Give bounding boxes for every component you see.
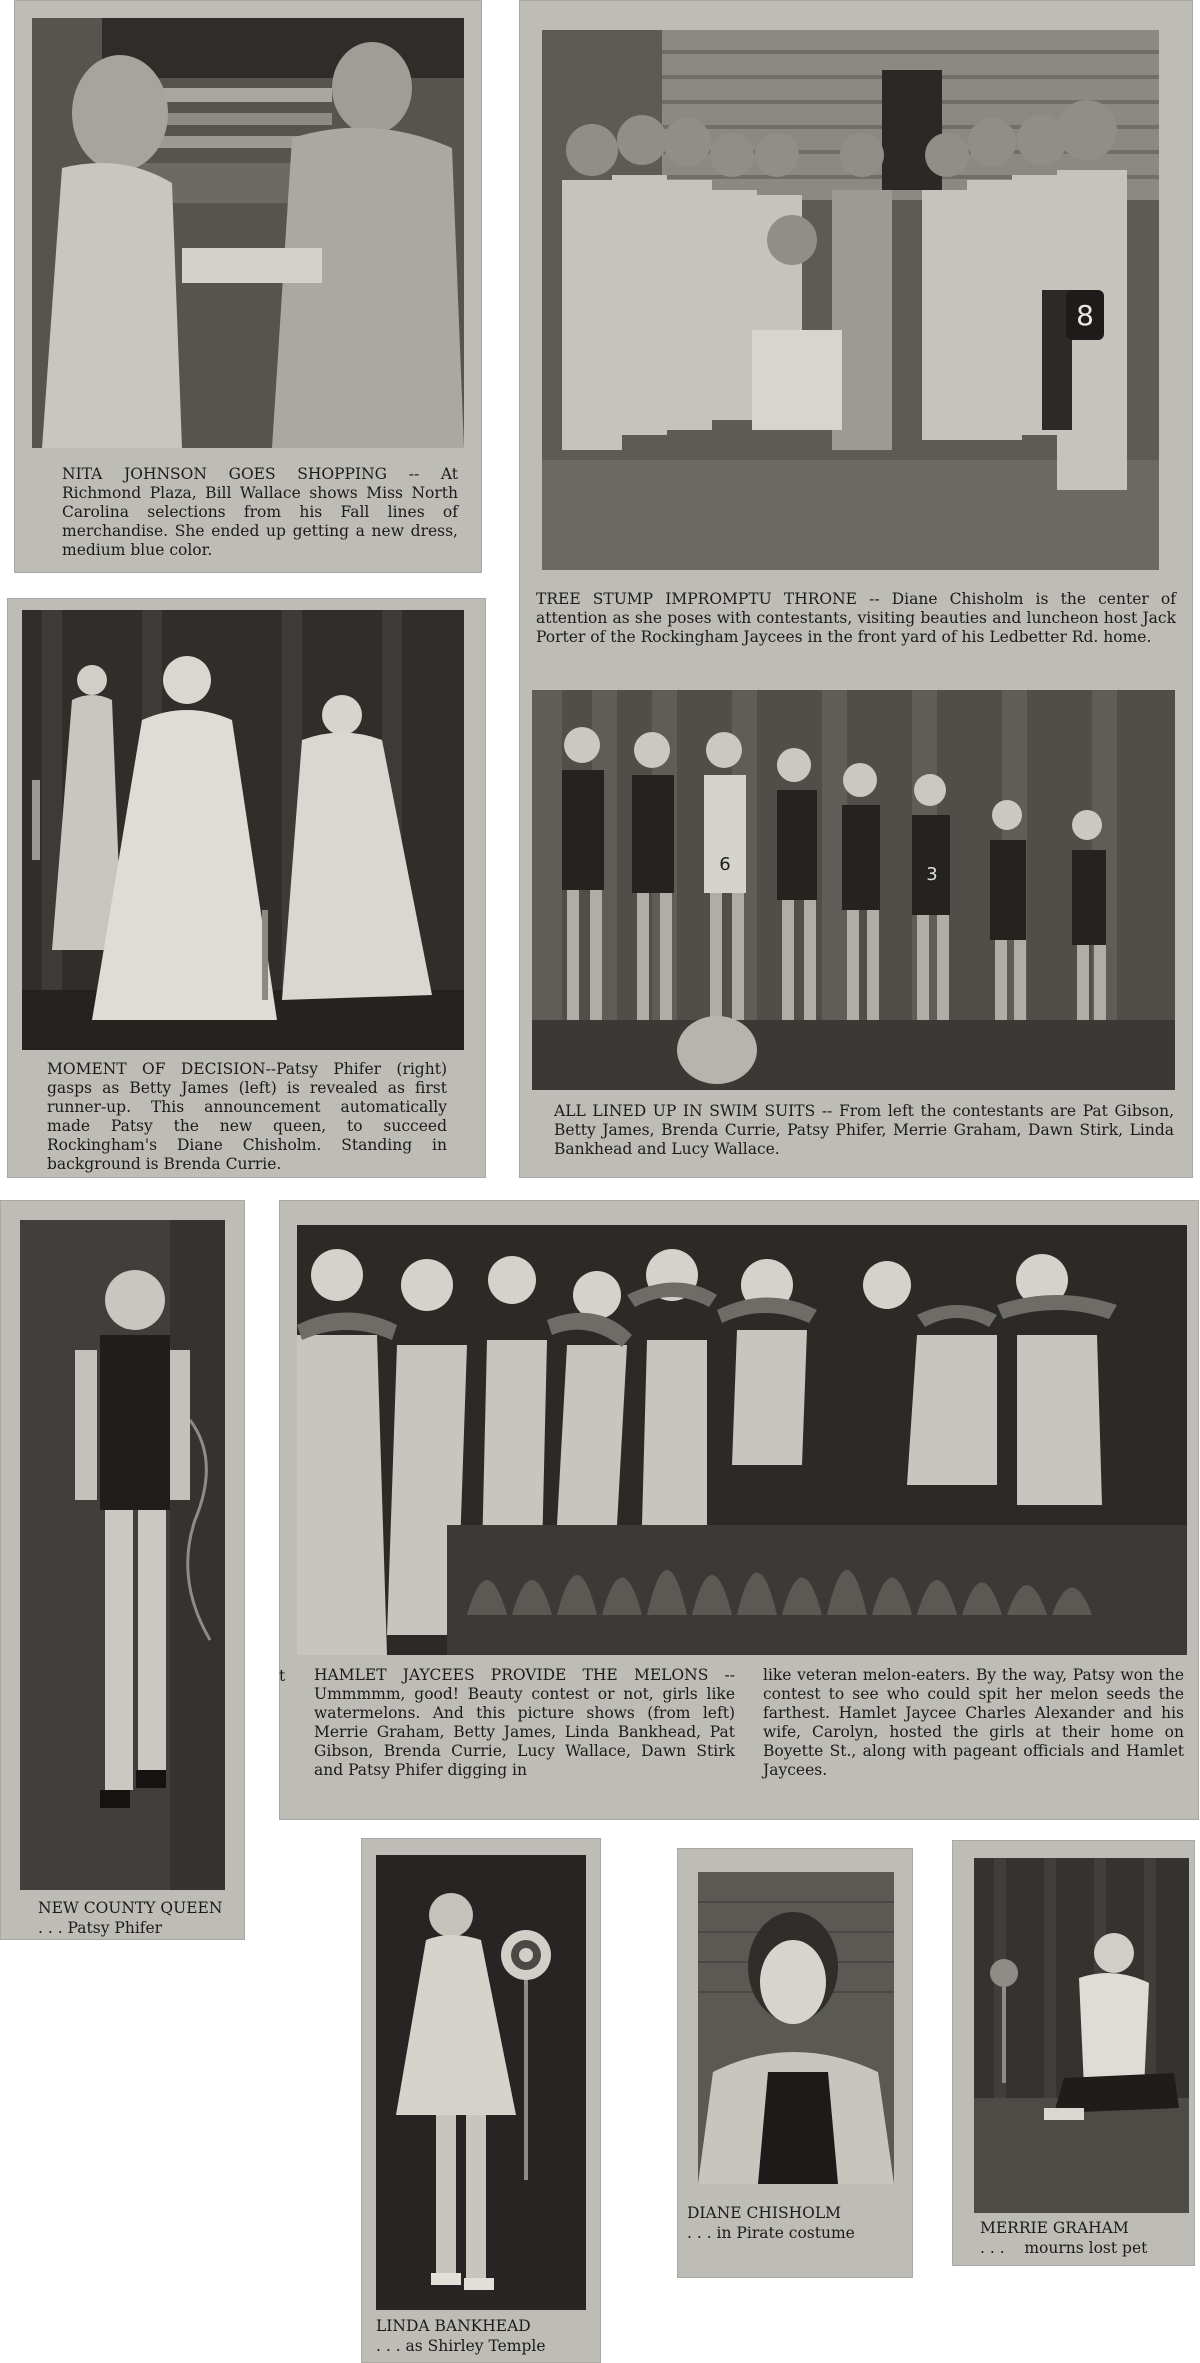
contestant-number-8: 8: [1076, 299, 1094, 332]
clipping-moment-of-decision: [7, 598, 486, 1178]
caption-merrie-graham-title: MERRIE GRAHAM: [980, 2219, 1129, 2237]
clipping-watermelons: [279, 1200, 1199, 1820]
photo-tree-stump-throne-image: [542, 30, 1159, 570]
clipping-merrie-graham: [952, 1840, 1195, 2266]
swimsuit-number-6: 6: [719, 854, 731, 875]
photo-swim-suits-image: [532, 690, 1175, 1090]
photo-new-county-queen: [20, 1220, 225, 1890]
photo-nita-shopping: [32, 18, 464, 448]
melons-stray-letter: t: [279, 1667, 286, 1685]
caption-linda-bankhead-title: LINDA BANKHEAD: [376, 2317, 531, 2335]
caption-new-county-queen: [38, 1898, 222, 1938]
photo-merrie-graham: [974, 1858, 1189, 2213]
caption-watermelons-right: like veteran melon-eaters. By the way, Patsy won the contest to see who could spit her melon seeds the farthest. Hamlet Jaycee Charles Alexander and his wife, Carolyn, hosted the girls at their home on Boyette St., along with pageant officials and Hamlet Jaycees.: [763, 1666, 1184, 1779]
caption-watermelons-left: HAMLET JAYCEES PROVIDE THE MELONS -- Ummmmm, good! Beauty contest or not, girls like watermelons. And this picture shows (from left) Merrie Graham, Betty James, Linda Bankhead, Pat Gibson, Brenda Currie, Lucy Wallace, Dawn Stirk and Patsy Phifer digging in: [314, 1666, 735, 1779]
caption-moment-of-decision: MOMENT OF DECISION--Patsy Phifer (right) gasps as Betty James (left) is revealed as first runner-up. This announcement automatically made Patsy the new queen, to succeed Rockingham's Diane Chisholm. Standing in background is Brenda Currie.: [47, 1060, 447, 1173]
photo-watermelons-image: [297, 1225, 1187, 1655]
photo-new-county-queen-image: [20, 1220, 225, 1890]
photo-nita-shopping-image: [32, 18, 464, 448]
caption-swim-suits: ALL LINED UP IN SWIM SUITS -- From left the contestants are Pat Gibson, Betty James, Brenda Currie, Patsy Phifer, Merrie Graham, Dawn Stirk, Linda Bankhead and Lucy Wallace.: [554, 1102, 1174, 1158]
caption-merrie-graham-subtitle: . . . mourns lost pet: [980, 2239, 1148, 2257]
photo-watermelons: [297, 1225, 1187, 1655]
photo-moment-of-decision-image: [22, 610, 464, 1050]
caption-linda-bankhead: [376, 2316, 546, 2356]
caption-nita-johnson: NITA JOHNSON GOES SHOPPING -- At Richmond Plaza, Bill Wallace shows Miss North Carolina selections from his Fall lines of merchandise. She ended up getting a new dress, medium blue color.: [62, 465, 458, 559]
caption-tree-stump-throne: TREE STUMP IMPROMPTU THRONE -- Diane Chisholm is the center of attention as she poses with contestants, visiting beauties and luncheon host Jack Porter of the Rockingham Jaycees in the front yard of his Ledbetter Rd. home.: [536, 590, 1176, 646]
caption-new-county-queen-title: NEW COUNTY QUEEN: [38, 1899, 223, 1917]
photo-merrie-graham-image: [974, 1858, 1189, 2213]
photo-diane-chisholm: [698, 1872, 894, 2184]
clipping-throne-and-swimsuits: [519, 0, 1193, 1178]
clipping-diane-chisholm: [677, 1848, 913, 2278]
clipping-new-county-queen: [0, 1200, 245, 1940]
caption-new-county-queen-subtitle: . . . Patsy Phifer: [38, 1919, 163, 1937]
photo-diane-chisholm-image: [698, 1872, 894, 2184]
caption-diane-chisholm: [687, 2203, 855, 2243]
caption-watermelons: [314, 1666, 1184, 1780]
photo-linda-bankhead: [376, 1855, 586, 2310]
photo-tree-stump-throne: [542, 30, 1159, 570]
caption-diane-chisholm-title: DIANE CHISHOLM: [687, 2204, 842, 2222]
caption-merrie-graham: [980, 2218, 1147, 2258]
caption-diane-chisholm-subtitle: . . . in Pirate costume: [687, 2224, 855, 2242]
photo-moment-of-decision: [22, 610, 464, 1050]
swimsuit-number-3: 3: [926, 864, 938, 885]
photo-linda-bankhead-image: [376, 1855, 586, 2310]
photo-swim-suits-lineup: [532, 690, 1175, 1090]
caption-linda-bankhead-subtitle: . . . as Shirley Temple: [376, 2337, 546, 2355]
clipping-nita-johnson: [14, 0, 482, 573]
clipping-linda-bankhead: [361, 1838, 601, 2363]
